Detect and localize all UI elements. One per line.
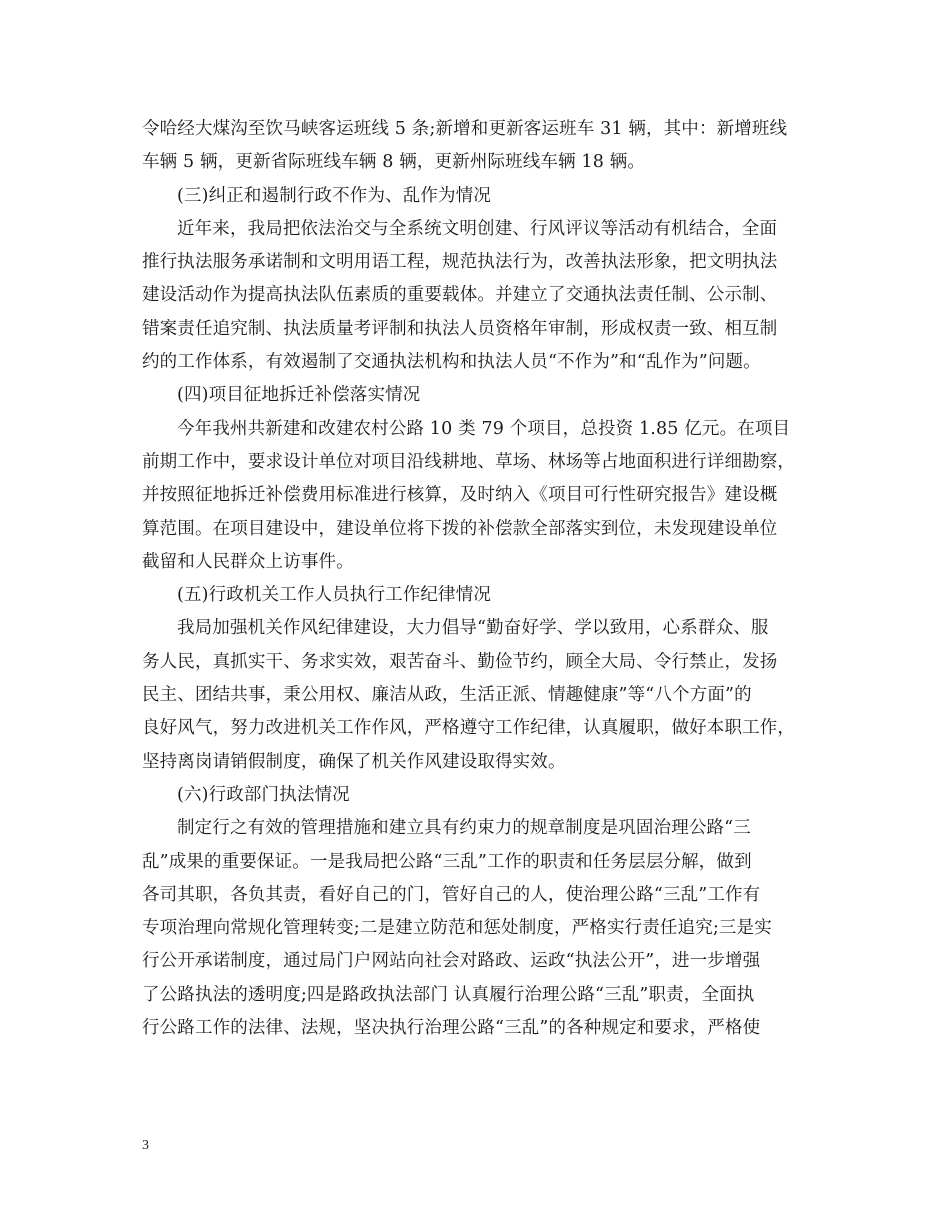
body-line: 令哈经大煤沟至饮马峡客运班线 5 条;新增和更新客运班车 31 辆，其中：新增班线 bbox=[142, 119, 788, 139]
body-line: 车辆 5 辆，更新省际班线车辆 8 辆，更新州际班线车辆 18 辆。 bbox=[142, 152, 646, 173]
paragraph-start: 近年来，我局把依法治交与全系统文明创建、行风评议等活动有机结合，全面 bbox=[177, 218, 778, 239]
body-line: 行公路工作的法律、法规，坚决执行治理公路“三乱”的各种规定和要求，严格使 bbox=[142, 1018, 761, 1039]
document-body bbox=[142, 113, 822, 1045]
section-heading-4: (四)项目征地拆迁补偿落实情况 bbox=[177, 385, 421, 406]
body-line: 并按照征地拆迁补偿费用标准进行核算，及时纳入《项目可行性研究报告》建设概 bbox=[142, 485, 778, 506]
paragraph-start: 制定行之有效的管理措施和建立具有约束力的规章制度是巩固治理公路“三 bbox=[177, 818, 751, 839]
body-line: 民主、团结共事，秉公用权、廉洁从政，生活正派、情趣健康”等“八个方面”的 bbox=[142, 685, 752, 706]
body-line: 行公开承诺制度，通过局门户网站向社会对路政、运政“执法公开”，进一步增强 bbox=[142, 951, 761, 972]
body-line: 专项治理向常规化管理转变;二是建立防范和惩处制度，严格实行责任追究;三是实 bbox=[142, 918, 772, 939]
body-line: 了公路执法的透明度;四是路政执法部门 认真履行治理公路“三乱”职责，全面执 bbox=[142, 984, 755, 1005]
body-line: 良好风气，努力改进机关工作作风，严格遵守工作纪律，认真履职，做好本职工作， bbox=[142, 718, 796, 739]
body-line: 乱”成果的重要保证。一是我局把公路“三乱”工作的职责和任务层层分解，做到 bbox=[142, 851, 752, 872]
body-line: 建设活动作为提高执法队伍素质的重要载体。并建立了交通执法责任制、公示制、 bbox=[142, 285, 778, 306]
section-heading-5: (五)行政机关工作人员执行工作纪律情况 bbox=[177, 585, 492, 606]
body-line: 约的工作体系，有效遏制了交通执法机构和执法人员“不作为”和“乱作为”问题。 bbox=[142, 352, 761, 373]
paragraph-start: 我局加强机关作风纪律建设，大力倡导“勤奋好学、学以致用，心系群众、服 bbox=[177, 618, 769, 639]
body-line: 推行执法服务承诺制和文明用语工程，规范执法行为，改善执法形象，把文明执法 bbox=[142, 252, 778, 273]
body-line: 截留和人民群众上访事件。 bbox=[142, 551, 354, 572]
body-line: 前期工作中，要求设计单位对项目沿线耕地、草场、林场等占地面积进行详细勘察， bbox=[142, 451, 796, 472]
body-line: 各司其职，各负其责，看好自己的门，管好自己的人，使治理公路“三乱”工作有 bbox=[142, 884, 761, 905]
page-number: 3 bbox=[142, 1138, 149, 1153]
body-line: 坚持离岗请销假制度，确保了机关作风建设取得实效。 bbox=[142, 751, 566, 772]
paragraph-start: 今年我州共新建和改建农村公路 10 类 79 个项目，总投资 1.85 亿元。在项目 bbox=[177, 418, 791, 439]
body-line: 算范围。在项目建设中，建设单位将下拨的补偿款全部落实到位，未发现建设单位 bbox=[142, 518, 778, 539]
body-line: 务人民，真抓实干、务求实效，艰苦奋斗、勤俭节约，顾全大局、令行禁止，发扬 bbox=[142, 651, 778, 672]
body-line: 错案责任追究制、执法质量考评制和执法人员资格年审制，形成权责一致、相互制 bbox=[142, 318, 778, 339]
section-heading-6: (六)行政部门执法情况 bbox=[177, 784, 350, 805]
section-heading-3: (三)纠正和遏制行政不作为、乱作为情况 bbox=[177, 185, 492, 206]
